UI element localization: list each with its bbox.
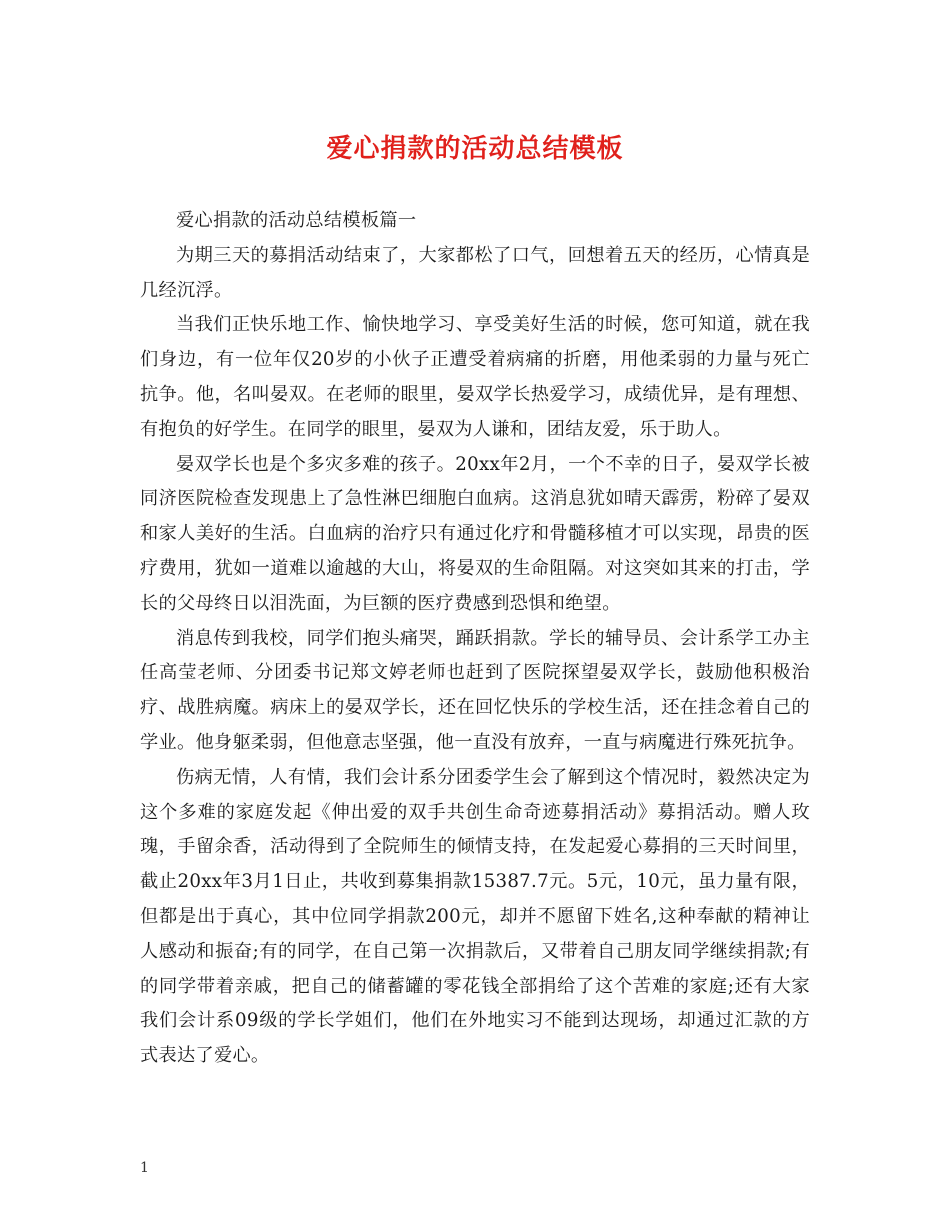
paragraph: 晏双学长也是个多灾多难的孩子。20xx年2月，一个不幸的日子，晏双学长被同济医院检查发现患上了急性淋巴细胞白血病。这消息犹如晴天霹雳，粉碎了晏双和家人美好的生活。白血病的治疗只有通过化疗和骨髓移植才可以实现，昂贵的医疗费用，犹如一道难以逾越的大山，将晏双的生命阻隔。对这突如其来的打击，学长的父母终日以泪洗面，为巨额的医疗费感到恐惧和绝望。 bbox=[140, 453, 810, 614]
paragraph-subtitle: 爱心捐款的活动总结模板篇一 bbox=[176, 210, 417, 231]
paragraph: 为期三天的募捐活动结束了，大家都松了口气，回想着五天的经历，心情真是几经沉浮。 bbox=[140, 244, 810, 301]
paragraph: 消息传到我校，同学们抱头痛哭，踊跃捐款。学长的辅导员、会计系学工办主任高莹老师、分团委书记郑文婷老师也赶到了医院探望晏双学长，鼓励他积极治疗、战胜病魔。病床上的晏双学长，还在回忆快乐的学校生活，还在挂念着自己的学业。他身躯柔弱，但他意志坚强，他一直没有放弃，一直与病魔进行殊死抗争。 bbox=[140, 627, 810, 753]
paragraph: 伤病无情，人有情，我们会计系分团委学生会了解到这个情况时，毅然决定为这个多难的家庭发起《伸出爱的双手共创生命奇迹募捐活动》募捐活动。赠人玫瑰，手留余香，活动得到了全院师生的倾情支持，在发起爱心募捐的三天时间里，截止20xx年3月1日止，共收到募集捐款15387.7元。5元，10元，虽力量有限，但都是出于真心，其中位同学捐款200元，却并不愿留下姓名,这种奉献的精神让人感动和振奋;有的同学，在自己第一次捐款后，又带着自己朋友同学继续捐款;有的同学带着亲戚，把自己的储蓄罐的零花钱全部捐给了这个苦难的家庭;还有大家我们会计系09级的学长学姐们，他们在外地实习不能到达现场，却通过汇款的方式表达了爱心。 bbox=[140, 766, 810, 1067]
document-title: 爱心捐款的活动总结模板 bbox=[326, 134, 624, 164]
paragraph: 当我们正快乐地工作、愉快地学习、享受美好生活的时候，您可知道，就在我们身边，有一位年仅20岁的小伙子正遭受着病痛的折磨，用他柔弱的力量与死亡抗争。他，名叫晏双。在老师的眼里，晏双学长热爱学习，成绩优异，是有理想、有抱负的好学生。在同学的眼里，晏双为人谦和，团结友爱，乐于助人。 bbox=[140, 314, 810, 440]
document-body bbox=[140, 204, 810, 1074]
page-number: 1 bbox=[140, 1160, 149, 1176]
